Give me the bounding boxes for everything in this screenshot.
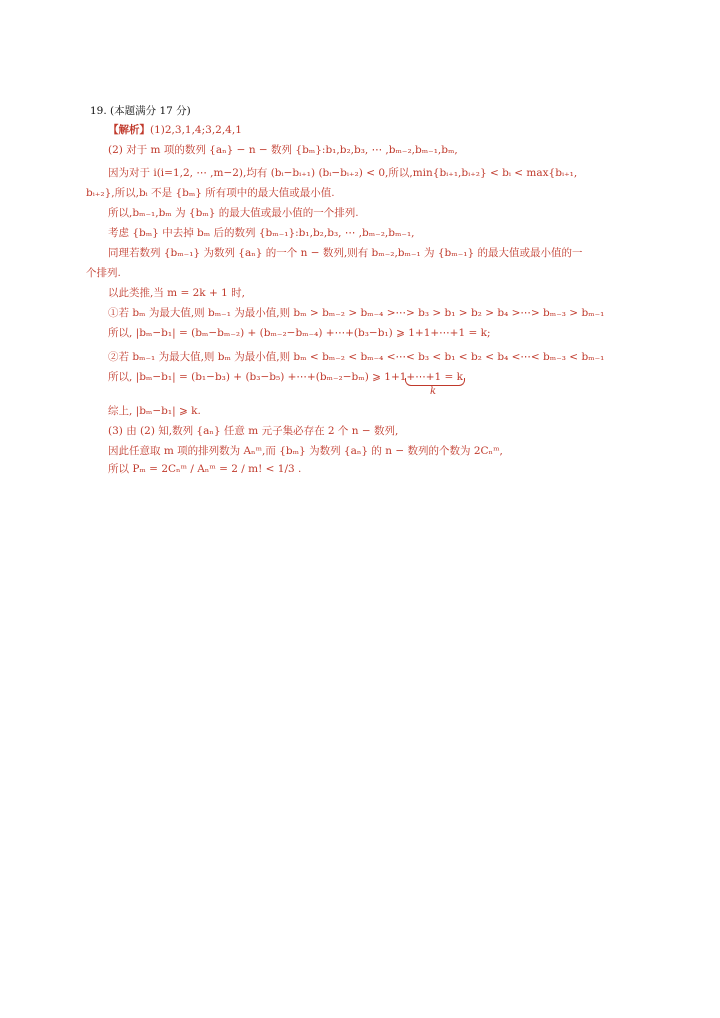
answer-tag: 【解析】 <box>108 124 150 136</box>
solution-line: 个排列. <box>86 267 121 279</box>
solution-line: 所以, |bₘ−b₁| = (b₁−b₃) + (b₃−b₅) +⋯+(bₘ₋₂−bₘ) ⩾ 1+1+⋯+1 = k <box>108 371 464 383</box>
solution-line: (3) 由 (2) 知,数列 {aₙ} 任意 m 元子集必存在 2 个 n − 数列, <box>108 425 399 437</box>
solution-line: 因为对于 i(i=1,2, ⋯ ,m−2),均有 (bᵢ−bᵢ₊₁) (bᵢ−bᵢ₊₂) < 0,所以,min{bᵢ₊₁,bᵢ₊₂} < bᵢ < max{bᵢ₊₁, <box>108 167 578 179</box>
solution-line: 考虑 {bₘ} 中去掉 bₘ 后的数列 {bₘ₋₁}:b₁,b₂,b₃, ⋯ ,bₘ₋₂,bₘ₋₁, <box>108 227 415 239</box>
solution-line: 综上, |bₘ−b₁| ⩾ k. <box>108 405 201 417</box>
solution-line: 同理若数列 {bₘ₋₁} 为数列 {aₙ} 的一个 n − 数列,则有 bₘ₋₂,bₘ₋₁ 为 {bₘ₋₁} 的最大值或最小值的一 <box>108 247 583 259</box>
part1-answer: (1)2,3,1,4;3,2,4,1 <box>150 124 242 136</box>
solution-line: 以此类推,当 m = 2k + 1 时, <box>108 287 245 299</box>
solution-line: 所以,bₘ₋₁,bₘ 为 {bₘ} 的最大值或最小值的一个排列. <box>108 207 359 219</box>
solution-line: ②若 bₘ₋₁ 为最大值,则 bₘ 为最小值,则 bₘ < bₘ₋₂ < bₘ₋₄ <⋯< b₃ < b₁ < b₂ < b₄ <⋯< bₘ₋₃ < bₘ₋₁ <box>108 351 605 363</box>
underbrace-label: k <box>430 386 437 397</box>
solution-line: (2) 对于 m 项的数列 {aₙ} − n − 数列 {bₘ}:b₁,b₂,b₃, ⋯ ,bₘ₋₂,bₘ₋₁,bₘ, <box>108 144 458 156</box>
solution-line: ①若 bₘ 为最大值,则 bₘ₋₁ 为最小值,则 bₘ > bₘ₋₂ > bₘ₋₄ >⋯> b₃ > b₁ > b₂ > b₄ >⋯> bₘ₋₃ > bₘ₋₁ <box>108 307 605 319</box>
solution-line: bᵢ₊₂},所以,bᵢ 不是 {bₘ} 所有项中的最大值或最小值. <box>86 187 335 199</box>
probability-formula: 所以 Pₘ = 2Cₙᵐ / Aₙᵐ = 2 / m! < 1/3 . <box>108 463 302 475</box>
solution-part1 <box>108 123 242 137</box>
underbrace <box>405 378 465 386</box>
solution-line: 因此任意取 m 项的排列数为 Aₙᵐ,而 {bₘ} 为数列 {aₙ} 的 n − 数列的个数为 2Cₙᵐ, <box>108 445 503 457</box>
problem-header: 19. (本题满分 17 分) <box>90 105 191 117</box>
solution-line: 所以, |bₘ−b₁| = (bₘ−bₘ₋₂) + (bₘ₋₂−bₘ₋₄) +⋯+(b₃−b₁) ⩾ 1+1+⋯+1 = k; <box>108 327 491 339</box>
